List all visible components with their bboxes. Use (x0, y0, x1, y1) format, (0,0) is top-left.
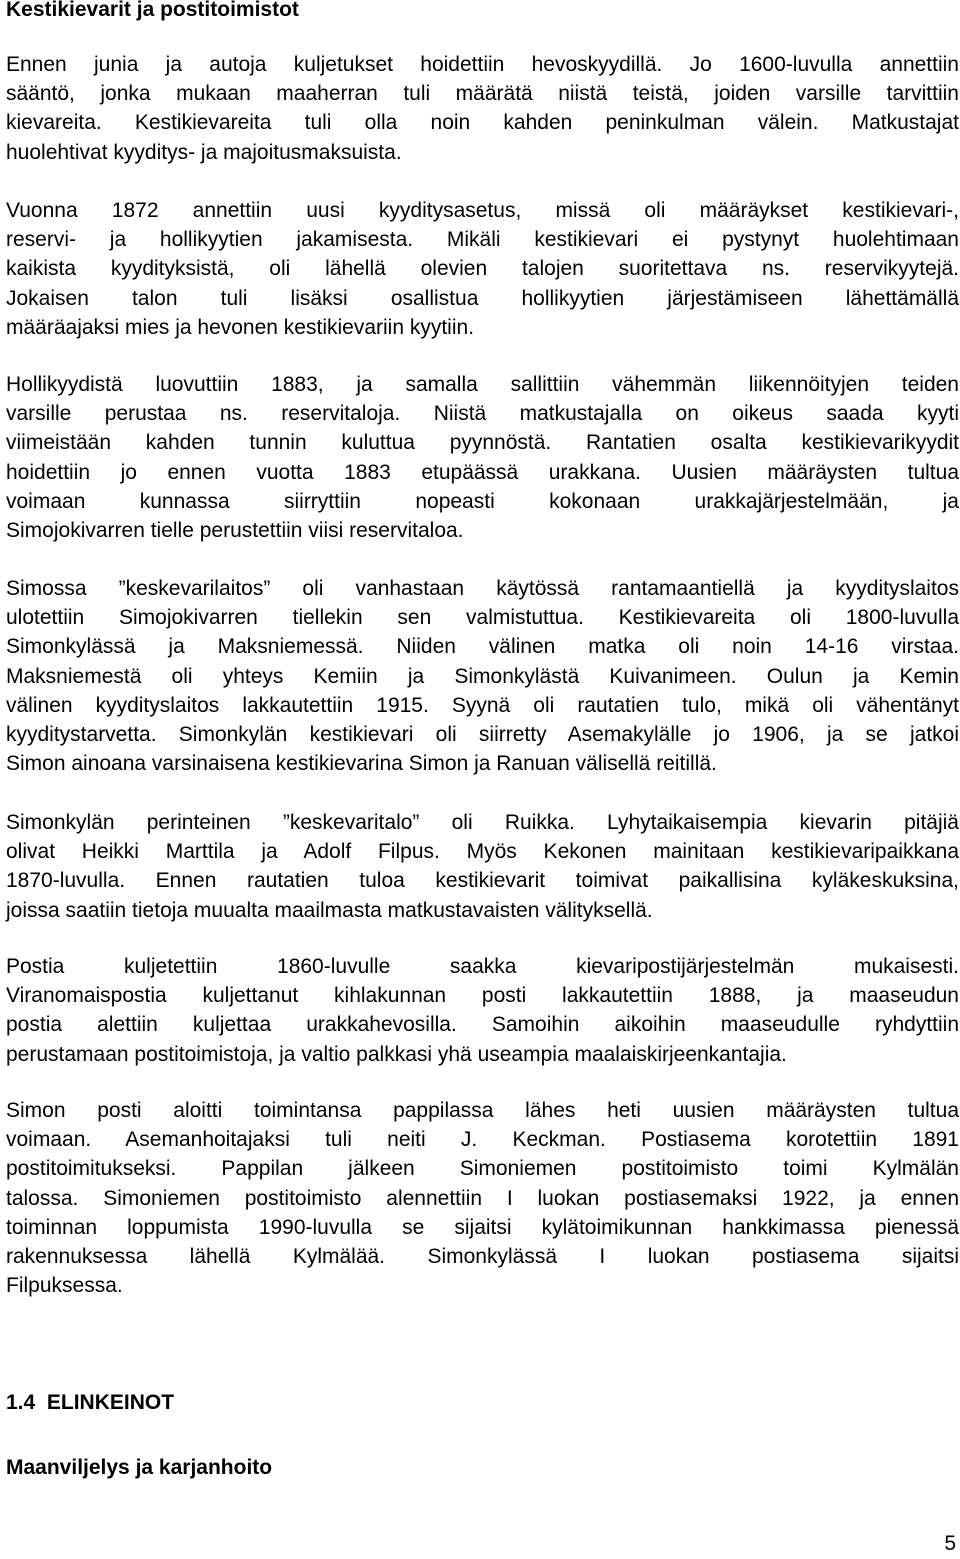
paragraph-line: huolehtivat kyyditys- ja majoitusmaksuista. (6, 140, 402, 164)
paragraph-line: olivat Heikki Marttila ja Adolf Filpus. Myös Kekonen mainitaan kestikievaripaikkana (6, 840, 959, 864)
paragraph-line: voimaan. Asemanhoitajaksi tuli neiti J. Keckman. Postiasema korotettiin 1891 (6, 1128, 959, 1152)
paragraph-line: Postia kuljetettiin 1860-luvulle saakka kievaripostijärjestelmän mukaisesti. (6, 955, 959, 978)
paragraph-line: joissa saatiin tietoja muualta maailmasta matkustavaisten välityksellä. (6, 898, 653, 922)
paragraph-line: Ennen junia ja autoja kuljetukset hoidettiin hevoskyydillä. Jo 1600-luvulla annettiin (6, 53, 959, 76)
paragraph (6, 196, 959, 342)
subsection-title: Maanviljelys ja karjanhoito (6, 1456, 273, 1479)
paragraph (6, 370, 959, 545)
paragraph-line: ulotettiin Simojokivarren tiellekin sen valmistuttua. Kestikievareita oli 1800-luvulla (6, 606, 959, 630)
paragraph-line: Hollikyydistä luovuttiin 1883, ja samalla sallittiin vähemmän liikennöityjen teiden (6, 373, 959, 396)
section-title: Kestikievarit ja postitoimistot (6, 0, 299, 21)
paragraph-line: rakennuksessa lähellä Kylmälää. Simonkylässä I luokan postiasema sijaitsi (6, 1245, 959, 1269)
chapter-heading: 1.4 ELINKEINOT (6, 1391, 175, 1414)
paragraph-line: sääntö, jonka mukaan maaherran tuli määrätä niistä teistä, joiden varsille tarvittiin (6, 82, 959, 106)
paragraph-line: Simon posti aloitti toimintansa pappilassa lähes heti uusien määräysten tultua (6, 1099, 959, 1122)
paragraph-line: postia alettiin kuljettaa urakkahevosilla. Samoihin aikoihin maaseudulle ryhdyttiin (6, 1013, 959, 1037)
paragraph (6, 574, 959, 778)
paragraph-line: hoidettiin jo ennen vuotta 1883 etupäässä urakkana. Uusien määräysten tultua (6, 460, 959, 484)
paragraph-line: Filpuksessa. (6, 1274, 123, 1298)
paragraph-line: voimaan kunnassa siirryttiin nopeasti kokonaan urakkajärjestelmään, ja (6, 489, 959, 513)
page-number: 5 (944, 1532, 956, 1555)
paragraph-line: Viranomaispostia kuljettanut kihlakunnan posti lakkautettiin 1888, ja maaseudun (6, 984, 959, 1008)
paragraph-line: Jokaisen talon tuli lisäksi osallistua hollikyytien järjestämiseen lähettämällä (6, 286, 959, 310)
paragraph-line: Simossa ”keskevarilaitos” oli vanhastaan käytössä rantamaantiellä ja kyydityslaitos (6, 577, 959, 600)
paragraph-line: Simon ainoana varsinaisena kestikievarina Simon ja Ranuan välisellä reitillä. (6, 752, 717, 776)
paragraph-line: Simonkylässä ja Maksniemessä. Niiden välinen matka oli noin 14-16 virstaa. (6, 635, 959, 659)
paragraph-line: reservi- ja hollikyytien jakamisesta. Mikäli kestikievari ei pystynyt huolehtimaan (6, 228, 959, 252)
paragraph (6, 50, 959, 167)
paragraph-line: talossa. Simoniemen postitoimisto alennettiin I luokan postiasemaksi 1922, ja ennen (6, 1186, 959, 1210)
paragraph-line: postitoimitukseksi. Pappilan jälkeen Simoniemen postitoimisto toimi Kylmälän (6, 1157, 959, 1181)
paragraph-line: kievareita. Kestikievareita tuli olla noin kahden peninkulman välein. Matkustajat (6, 111, 959, 135)
paragraph (6, 1096, 959, 1300)
paragraph (6, 952, 959, 1069)
paragraph-line: välinen kyydityslaitos lakkautettiin 1915. Syynä oli rautatien tulo, mikä oli vähentänyt (6, 693, 959, 717)
paragraph-line: Vuonna 1872 annettiin uusi kyyditysasetus, missä oli määräykset kestikievari-, (6, 199, 959, 222)
paragraph-line: toiminnan loppumista 1990-luvulla se sijaitsi kylätoimikunnan hankkimassa pienessä (6, 1215, 959, 1239)
paragraph-line: 1870-luvulla. Ennen rautatien tuloa kestikievarit toimivat paikallisina kyläkeskuksina, (6, 869, 959, 893)
paragraph-line: määräajaksi mies ja hevonen kestikievariin kyytiin. (6, 315, 475, 339)
paragraph-line: Simojokivarren tielle perustettiin viisi reservitaloa. (6, 519, 464, 543)
paragraph-line: kaikista kyydityksistä, oli lähellä olevien talojen suoritettava ns. reservikyytejä. (6, 257, 959, 281)
paragraph-line: Simonkylän perinteinen ”keskevaritalo” oli Ruikka. Lyhytaikaisempia kievarin pitäjiä (6, 811, 959, 834)
paragraph-line: varsille perustaa ns. reservitaloja. Niistä matkustajalla on oikeus saada kyyti (6, 402, 959, 426)
paragraph-line: viimeistään kahden tunnin kuluttua pyynnöstä. Rantatien osalta kestikievarikyydit (6, 431, 959, 455)
paragraph (6, 808, 959, 925)
paragraph-line: kyyditystarvetta. Simonkylän kestikievari oli siirretty Asemakylälle jo 1906, ja se jatkoi (6, 723, 959, 747)
paragraph-line: perustamaan postitoimistoja, ja valtio palkkasi yhä useampia maalaiskirjeenkantajia. (6, 1042, 787, 1066)
paragraph-line: Maksniemestä oli yhteys Kemiin ja Simonkylästä Kuivanimeen. Oulun ja Kemin (6, 664, 959, 688)
